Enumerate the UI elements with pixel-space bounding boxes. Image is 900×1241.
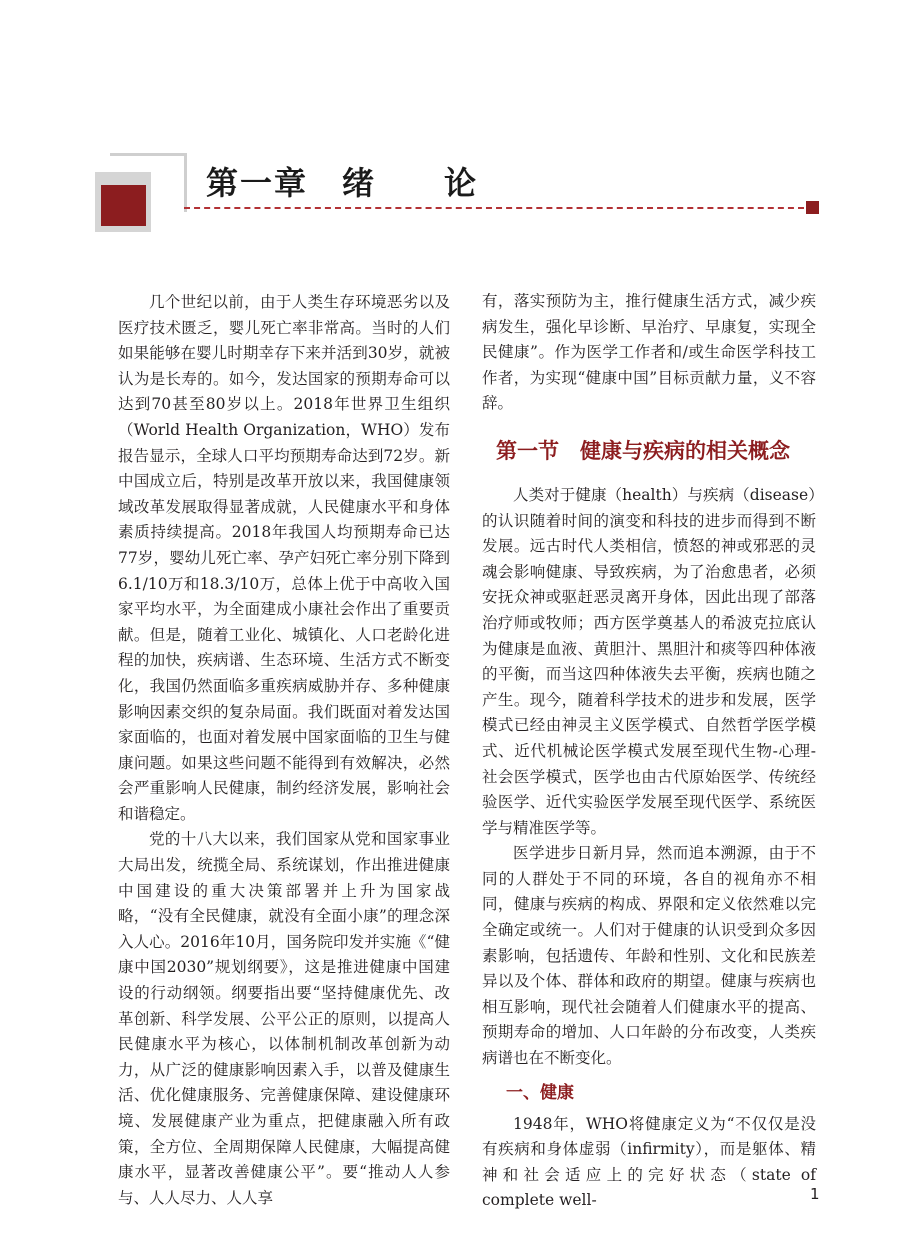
chapter-decoration-square bbox=[101, 185, 146, 226]
chapter-title: 第一章 绪 论 bbox=[206, 164, 479, 202]
body-paragraph: 党的十八大以来，我们国家从党和国家事业大局出发，统揽全局、系统谋划，作出推进健康中国建设的重大决策部署并上升为国家战略，“没有全民健康，就没有全面小康”的理念深入人心。2016年10月，国务院印发并实施《“健康中国2030”规划纲要》，这是推进健康中国建设的行动纲领。纲要指出要“坚持健康优先、改革创新、科学发展、公平公正的原则，以提高人民健康水平为核心，以体制机制改革创新为动力，从广泛的健康影响因素入手，以普及健康生活、优化健康服务、完善健康保障、建设健康环境、发展健康产业为重点，把健康融入所有政策，全方位、全周期保障人民健康，大幅提高健康水平，显著改善健康公平”。要“推动人人参与、人人尽力、人人享 bbox=[118, 830, 450, 1207]
subsection-heading: 一、健康 bbox=[506, 1082, 574, 1103]
left-column bbox=[118, 290, 450, 1211]
page-number: 1 bbox=[810, 1185, 820, 1203]
body-paragraph: 1948年，WHO将健康定义为“不仅仅是没有疾病和身体虚弱（infirmity），而是躯体、精神和社会适应上的完好状态（state of complete well- bbox=[482, 1114, 816, 1210]
body-paragraph: 几个世纪以前，由于人类生存环境恶劣以及医疗技术匮乏，婴儿死亡率非常高。当时的人们如果能够在婴儿时期幸存下来并活到30岁，就被认为是长寿的。如今，发达国家的预期寿命可以达到70甚至80岁以上。2018年世界卫生组织（World Health Organization，WHO）发布报告显示，全球人口平均预期寿命达到72岁。新中国成立后，特别是改革开放以来，我国健康领域改革发展取得显著成就，人民健康水平和身体素质持续提高。2018年我国人均预期寿命已达77岁，婴幼儿死亡率、孕产妇死亡率分别下降到6.1/10万和18.3/10万，总体上优于中高收入国家平均水平，为全面建成小康社会作出了重要贡献。但是，随着工业化、城镇化、人口老龄化进程的加快，疾病谱、生态环境、生活方式不断变化，我国仍然面临多重疾病威胁并存、多种健康影响因素交织的复杂局面。我们既面对着发达国家面临的，也面对着发展中国家面临的卫生与健康问题。如果这些问题不能得到有效解决，必然会严重影响人民健康，制约经济发展，影响社会和谐稳定。 bbox=[118, 293, 450, 823]
continued-paragraph: 有，落实预防为主，推行健康生活方式，减少疾病发生，强化早诊断、早治疗、早康复，实现全民健康”。作为医学工作者和/或生命医学科技工作者，为实现“健康中国”目标贡献力量，义不容辞。 bbox=[482, 292, 816, 413]
body-paragraph: 人类对于健康（health）与疾病（disease）的认识随着时间的演变和科技的进步而得到不断发展。远古时代人类相信，愤怒的神或邪恶的灵魂会影响健康、导致疾病，为了治愈患者，必须安抚众神或驱赶恶灵离开身体，因此出现了部落治疗师或牧师；西方医学奠基人的希波克拉底认为健康是血液、黄胆汁、黑胆汁和痰等四种体液的平衡，而当这四种体液失去平衡，疾病也随之产生。现今，随着科学技术的进步和发展，医学模式已经由神灵主义医学模式、自然哲学医学模式、近代机械论医学模式发展至现代生物-心理-社会医学模式，医学也由古代原始医学、传统经验医学、近代实验医学发展至现代医学、系统医学与精准医学等。 bbox=[482, 485, 816, 837]
body-paragraph: 医学进步日新月异，然而追本溯源，由于不同的人群处于不同的环境，各自的视角亦不相同，健康与疾病的构成、界限和定义依然难以完全确定或统一。人们对于健康的认识受到众多因素影响，包括遗传、年龄和性别、文化和民族差异以及个体、群体和政府的期望。健康与疾病也相互影响，现代社会随着人们健康水平的提高、预期寿命的增加、人口年龄的分布改变，人类疾病谱也在不断变化。 bbox=[482, 844, 816, 1068]
chapter-title-rule bbox=[184, 207, 804, 209]
chapter-title-rule-end bbox=[806, 201, 819, 214]
section-heading: 第一节 健康与疾病的相关概念 bbox=[496, 438, 790, 463]
right-column bbox=[482, 289, 816, 1214]
